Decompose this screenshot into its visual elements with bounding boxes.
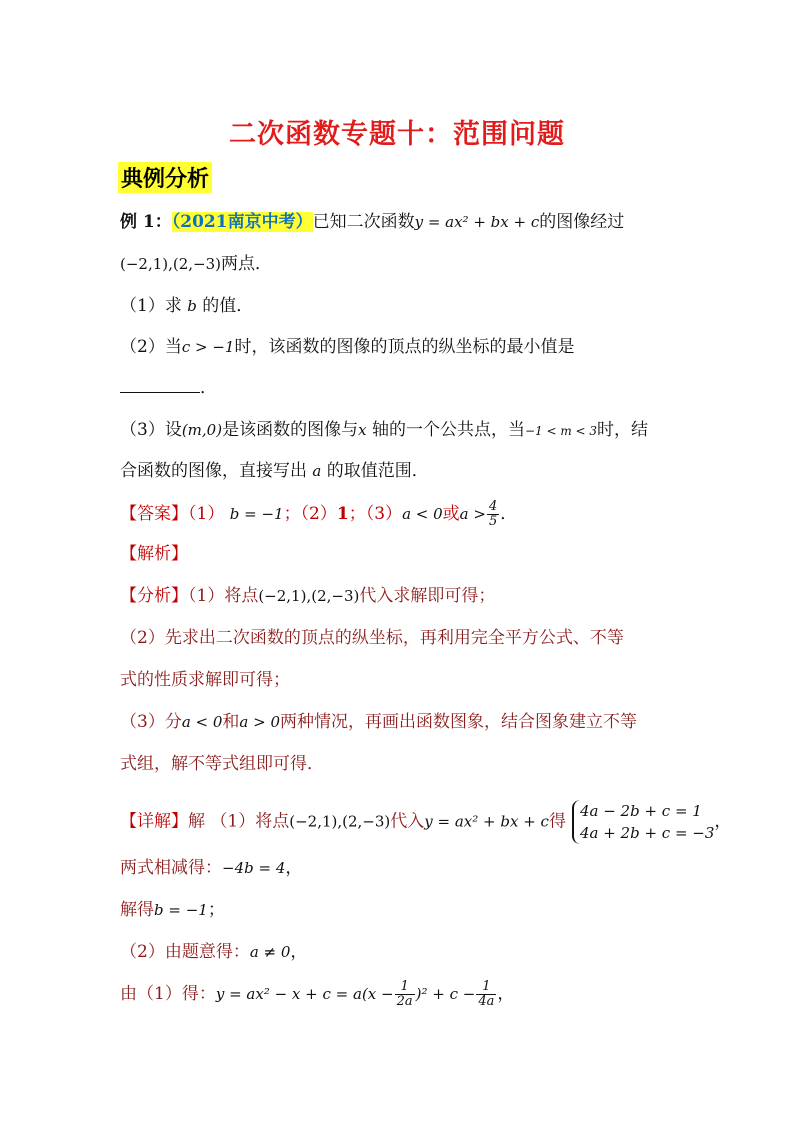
detail-line-4	[120, 940, 307, 964]
answer-label: 【答案】	[120, 504, 188, 524]
answer-line	[120, 500, 517, 529]
detail-line-2	[120, 856, 302, 880]
detail-c: 得	[548, 811, 566, 832]
q3-condition: −1 < m < 3	[524, 424, 598, 438]
analysis-heading: 【解析】	[120, 544, 188, 564]
analysis-points: (−2,1),(2,−3)	[258, 587, 360, 605]
q3-text-a: （3）设	[120, 420, 182, 440]
detail-line-1	[120, 800, 731, 844]
section-heading: 典例分析	[118, 162, 212, 193]
analysis-c1: a < 0	[181, 713, 223, 731]
analysis-c2: a > 0	[239, 713, 281, 731]
detail-line-5	[120, 980, 514, 1009]
source-close: ）	[295, 212, 313, 232]
answer-end: ．	[500, 504, 518, 524]
q3-text-b: 是该函数的图像与	[222, 420, 359, 440]
question-2-blank-line	[120, 376, 217, 400]
fraction-2-numerator: 1	[476, 980, 496, 995]
equation-1: 4a − 2b + c = 1	[579, 802, 702, 820]
stem-function: y = ax² + bx + c	[414, 213, 540, 231]
detail-d: ，	[714, 811, 732, 832]
q3-text-c: 轴的一个公共点，当	[371, 420, 525, 440]
detail-p3-a: 由（1）得：	[120, 984, 216, 1004]
source-year: 2021	[180, 212, 228, 232]
fraction-1-numerator: 1	[395, 980, 415, 995]
detail-fraction-1	[395, 980, 415, 1009]
q3-axis: x	[358, 421, 367, 439]
q2-condition: c > −1	[181, 338, 235, 356]
answer-blank	[120, 376, 200, 393]
detail-sol-eq: b = −1	[154, 901, 208, 919]
detail-p3-eq-b: )² + c −	[415, 985, 476, 1003]
analysis-line-2: （2）先求出二次函数的顶点的纵坐标，再利用完全平方公式、不等	[120, 628, 624, 648]
question-3-line-1	[120, 418, 648, 443]
detail-p2-eq: a ≠ 0	[249, 943, 291, 961]
answer-r3a: a < 0	[402, 505, 443, 523]
detail-p3-b: ，	[497, 984, 515, 1004]
equation-system	[572, 800, 714, 844]
question-3-line-2	[120, 459, 429, 483]
q2-text-a: （2）当	[120, 337, 182, 357]
detail-sol-b: ；	[207, 900, 225, 920]
equation-2: 4a + 2b + c = −3	[579, 824, 715, 842]
q3-text-d: 时，结	[597, 420, 649, 440]
q1-text-b: 的值．	[202, 296, 254, 316]
detail-a: 解 （1）将点	[188, 811, 290, 832]
stem-points: (−2,1),(2,−3)	[120, 255, 222, 273]
answer-fraction	[487, 500, 499, 529]
answer-r3b: a >	[459, 505, 486, 523]
detail-line-3	[120, 898, 225, 922]
fraction-denominator: 5	[488, 514, 498, 529]
analysis-line-3: 式的性质求解即可得；	[120, 670, 290, 690]
example-label: 例 1：	[120, 212, 172, 232]
source-open: （	[171, 212, 181, 232]
analysis-a4: （3）分	[120, 712, 182, 732]
answer-p1: （1）	[188, 504, 225, 524]
answer-or: 或	[442, 504, 460, 524]
detail-sub-a: 两式相减得：	[120, 858, 222, 878]
analysis-line-4	[120, 710, 637, 734]
q3-text-f: 的取值范围．	[326, 461, 429, 481]
stem-text-c: 两点．	[221, 254, 273, 274]
example-stem-line-2	[120, 252, 272, 276]
detail-points: (−2,1),(2,−3)	[289, 812, 391, 831]
fraction-numerator: 4	[488, 499, 498, 514]
question-2	[120, 335, 574, 359]
analysis-b1: 代入求解即可得；	[359, 586, 496, 606]
fraction-1-denominator: 2a	[396, 994, 413, 1009]
detail-p3-eq-a: y = ax² − x + c = a(x −	[215, 985, 394, 1003]
answer-r1: b = −1	[229, 505, 284, 523]
q3-text-e: 合函数的图像，直接写出	[120, 461, 307, 481]
analysis-line-1	[120, 584, 495, 608]
analysis-line-5: 式组，解不等式组即可得．	[120, 754, 324, 774]
fraction-2-denominator: 4a	[478, 994, 495, 1009]
detail-b: 代入	[390, 811, 425, 832]
detail-p2-b: ，	[290, 942, 308, 962]
source-place: 南京中考	[227, 212, 296, 232]
example-stem-line-1	[120, 210, 624, 234]
q3-point: (m,0)	[181, 421, 223, 439]
analysis-a1: （1）将点	[188, 586, 259, 606]
answer-s1: ；（2）	[283, 504, 337, 524]
detail-function: y = ax² + bx + c	[424, 812, 549, 831]
detail-sub-eq: −4b = 4	[222, 859, 286, 877]
page-title: 二次函数专题十：范围问题	[229, 119, 565, 150]
q2-end: ．	[200, 378, 217, 398]
answer-r2: 1	[336, 504, 349, 524]
detail-sub-b: ，	[285, 858, 303, 878]
analysis-b4: 两种情况，再画出函数图象，结合图象建立不等	[280, 712, 638, 732]
detail-fraction-2	[476, 980, 496, 1009]
stem-text-b: 的图像经过	[539, 212, 625, 232]
analysis-label: 【分析】	[120, 586, 188, 606]
example-source	[172, 212, 313, 232]
q1-var: b	[187, 297, 197, 315]
answer-s2: ；（3）	[348, 504, 403, 524]
question-1	[120, 294, 253, 318]
detail-p2-a: （2）由题意得：	[120, 942, 250, 962]
stem-text-a: 已知二次函数	[312, 212, 415, 232]
detail-label: 【详解】	[120, 811, 188, 832]
analysis-and: 和	[222, 712, 240, 732]
q3-var: a	[312, 462, 322, 480]
q2-text-b: 时，该函数的图像的顶点的纵坐标的最小值是	[234, 337, 575, 357]
detail-sol-a: 解得	[120, 900, 154, 920]
q1-text-a: （1）求	[120, 296, 182, 316]
